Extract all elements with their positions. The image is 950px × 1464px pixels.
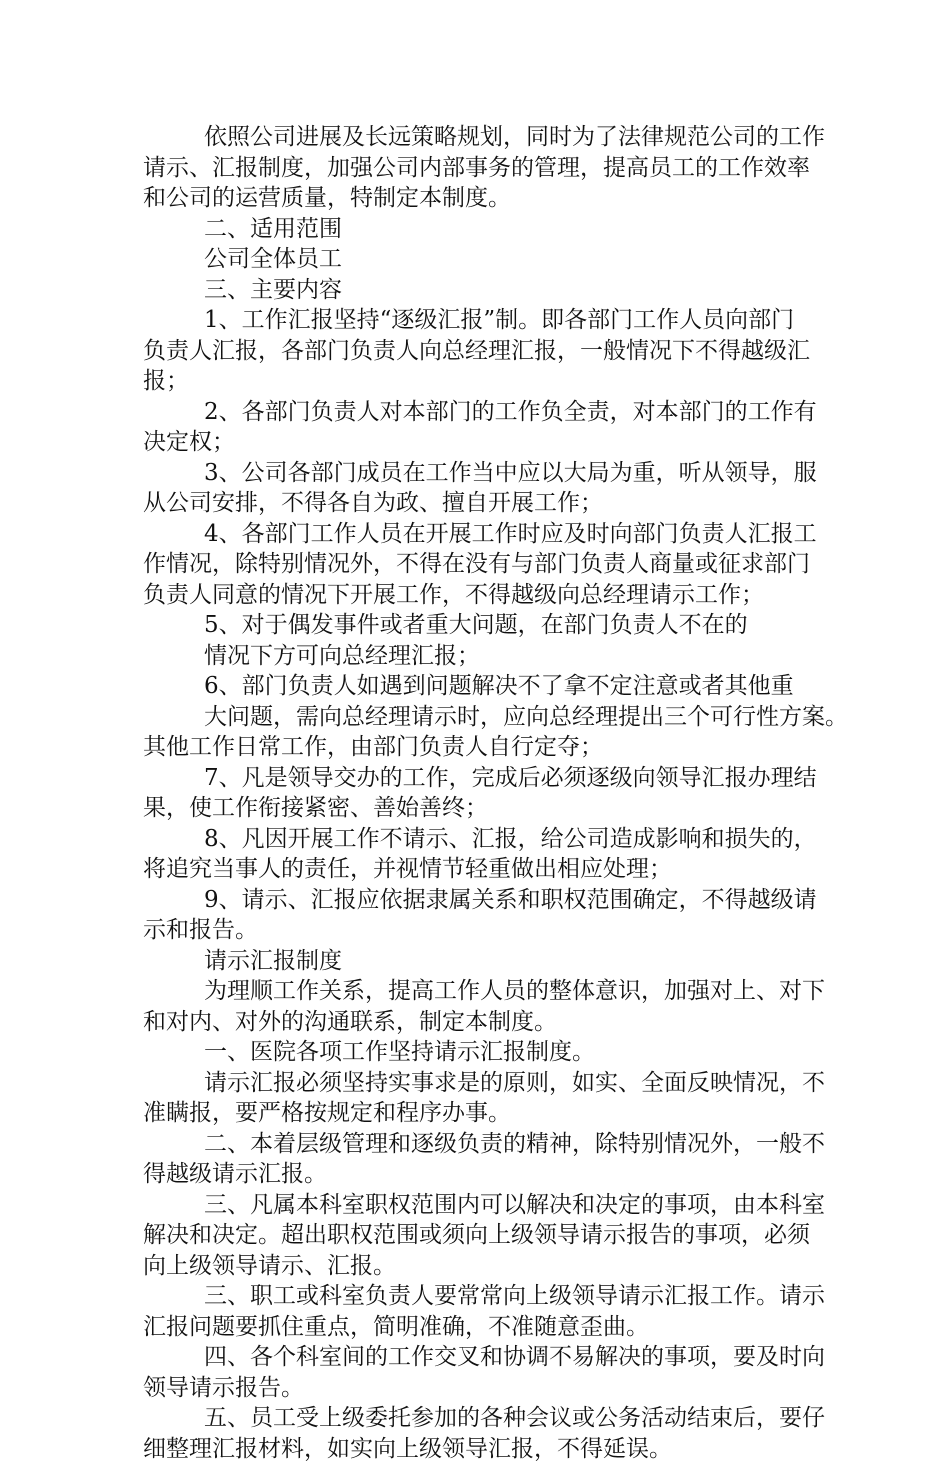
text-line: 8、凡因开展工作不请示、汇报，给公司造成影响和损失的，	[143, 824, 815, 855]
text-line: 三、主要内容	[143, 275, 815, 306]
text-line: 请示汇报必须坚持实事求是的原则，如实、全面反映情况，不	[143, 1068, 815, 1099]
text-line: 解决和决定。超出职权范围或须向上级领导请示报告的事项，必须	[143, 1220, 815, 1251]
text-line: 示和报告。	[143, 915, 815, 946]
text-line: 汇报问题要抓住重点，简明准确，不准随意歪曲。	[143, 1312, 815, 1343]
text-line: 5、对于偶发事件或者重大问题，在部门负责人不在的	[143, 610, 815, 641]
text-line: 7、凡是领导交办的工作，完成后必须逐级向领导汇报办理结	[143, 763, 815, 794]
text-line: 负责人汇报，各部门负责人向总经理汇报，一般情况下不得越级汇	[143, 336, 815, 367]
text-line: 3、公司各部门成员在工作当中应以大局为重，听从领导，服	[143, 458, 815, 489]
text-line: 请示汇报制度	[143, 946, 815, 977]
text-line: 从公司安排，不得各自为政、擅自开展工作；	[143, 488, 815, 519]
document-body	[143, 122, 815, 1464]
text-line: 负责人同意的情况下开展工作，不得越级向总经理请示工作；	[143, 580, 815, 611]
text-line: 1、工作汇报坚持“逐级汇报”制。即各部门工作人员向部门	[143, 305, 815, 336]
text-line: 五、员工受上级委托参加的各种会议或公务活动结束后，要仔	[143, 1403, 815, 1434]
text-line: 大问题，需向总经理请示时，应向总经理提出三个可行性方案。	[143, 702, 815, 733]
text-line: 报；	[143, 366, 815, 397]
text-line: 2、各部门负责人对本部门的工作负全责，对本部门的工作有	[143, 397, 815, 428]
text-line: 6、部门负责人如遇到问题解决不了拿不定注意或者其他重	[143, 671, 815, 702]
text-line: 请示、汇报制度，加强公司内部事务的管理，提高员工的工作效率	[143, 153, 815, 184]
text-line: 其他工作日常工作，由部门负责人自行定夺；	[143, 732, 815, 763]
text-line: 依照公司进展及长远策略规划，同时为了法律规范公司的工作	[143, 122, 815, 153]
text-line: 决定权；	[143, 427, 815, 458]
text-line: 果，使工作衔接紧密、善始善终；	[143, 793, 815, 824]
text-line: 三、职工或科室负责人要常常向上级领导请示汇报工作。请示	[143, 1281, 815, 1312]
text-line: 为理顺工作关系，提高工作人员的整体意识，加强对上、对下	[143, 976, 815, 1007]
text-line: 领导请示报告。	[143, 1373, 815, 1404]
text-line: 情况下方可向总经理汇报；	[143, 641, 815, 672]
text-line: 作情况，除特别情况外，不得在没有与部门负责人商量或征求部门	[143, 549, 815, 580]
text-line: 一、医院各项工作坚持请示汇报制度。	[143, 1037, 815, 1068]
text-line: 三、凡属本科室职权范围内可以解决和决定的事项，由本科室	[143, 1190, 815, 1221]
text-line: 得越级请示汇报。	[143, 1159, 815, 1190]
text-line: 四、各个科室间的工作交叉和协调不易解决的事项，要及时向	[143, 1342, 815, 1373]
text-line: 准瞒报，要严格按规定和程序办事。	[143, 1098, 815, 1129]
text-line: 和对内、对外的沟通联系，制定本制度。	[143, 1007, 815, 1038]
text-line: 向上级领导请示、汇报。	[143, 1251, 815, 1282]
text-line: 公司全体员工	[143, 244, 815, 275]
text-line: 9、请示、汇报应依据隶属关系和职权范围确定，不得越级请	[143, 885, 815, 916]
text-line: 二、本着层级管理和逐级负责的精神，除特别情况外，一般不	[143, 1129, 815, 1160]
text-line: 将追究当事人的责任，并视情节轻重做出相应处理；	[143, 854, 815, 885]
text-line: 和公司的运营质量，特制定本制度。	[143, 183, 815, 214]
text-line: 二、适用范围	[143, 214, 815, 245]
text-line: 4、各部门工作人员在开展工作时应及时向部门负责人汇报工	[143, 519, 815, 550]
text-line: 细整理汇报材料，如实向上级领导汇报，不得延误。	[143, 1434, 815, 1464]
